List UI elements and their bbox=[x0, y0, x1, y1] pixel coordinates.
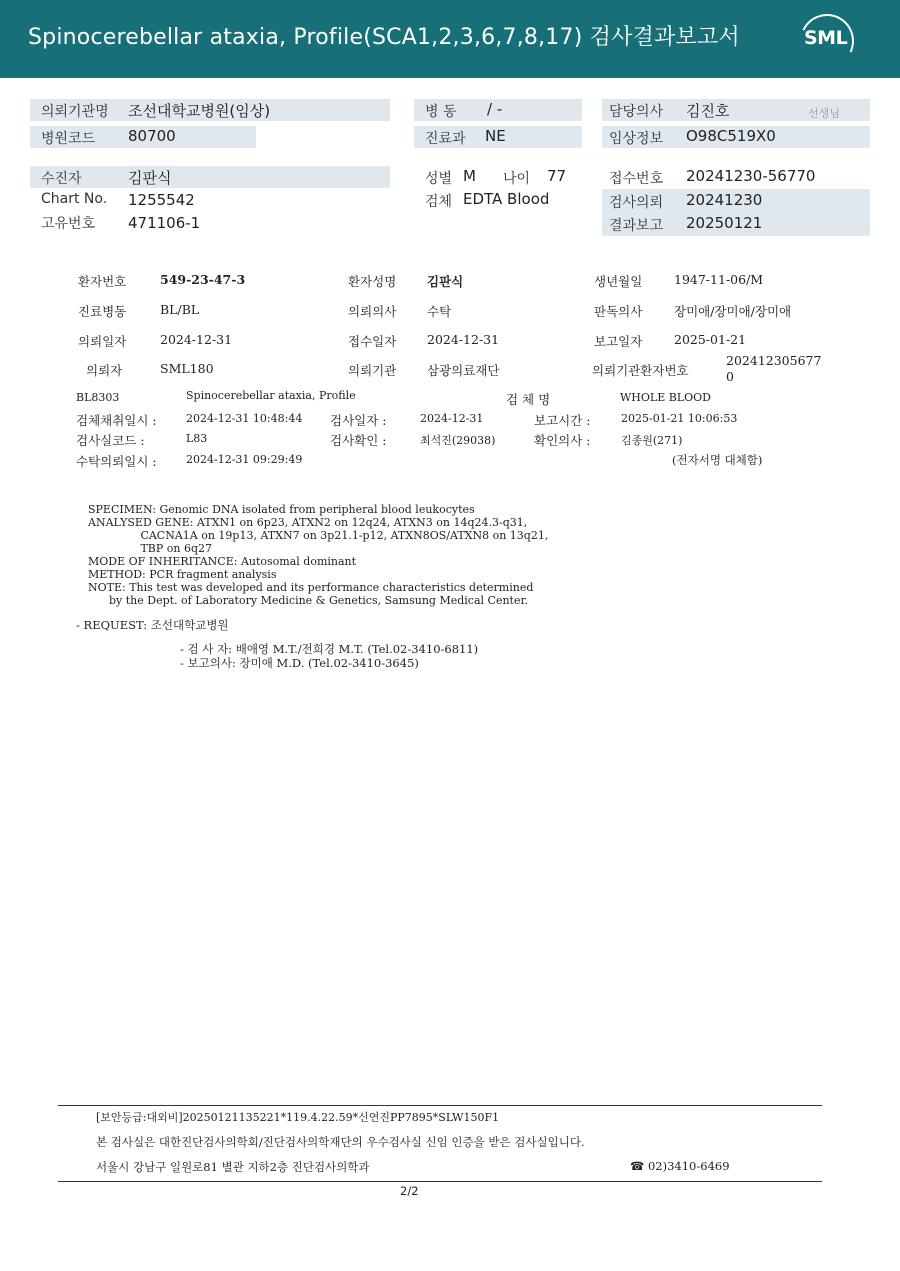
doctor-label: 담당의사 bbox=[609, 104, 664, 120]
hospital-code-label: 병원코드 bbox=[41, 131, 96, 147]
test-specimen-value: WHOLE BLOOD bbox=[620, 391, 711, 404]
reader-label: 판독의사 bbox=[594, 304, 643, 319]
patient-no-value: 549-23-47-3 bbox=[160, 272, 246, 287]
ward-label: 병 동 bbox=[425, 104, 457, 120]
inst-patient-value-2: 0 bbox=[726, 369, 734, 384]
sml-logo bbox=[800, 14, 856, 66]
dept-value: NE bbox=[485, 127, 506, 145]
inst-value: 삼광의료재단 bbox=[427, 363, 500, 378]
logo-text: SML bbox=[804, 27, 848, 49]
sex-label: 성별 bbox=[425, 171, 453, 187]
page-number: 2/2 bbox=[400, 1184, 419, 1198]
req-doctor-value: 수탁 bbox=[427, 304, 452, 319]
hospital-code-value: 80700 bbox=[128, 127, 176, 145]
footer-top-rule bbox=[58, 1105, 822, 1106]
inst-patient-label: 의뢰기관환자번호 bbox=[592, 363, 689, 378]
report-title: Spinocerebellar ataxia, Profile(SCA1,2,3,6,7,8,17) 검사결과보고서 bbox=[28, 25, 740, 50]
report-line: ANALYSED GENE: ATXN1 on 6p23, ATXN2 on 12q24, ATXN3 on 14q24.3-q31, bbox=[88, 516, 528, 529]
specimen-label: 검체 bbox=[425, 194, 453, 210]
report-line: by the Dept. of Laboratory Medicine & Genetics, Samsung Medical Center. bbox=[88, 594, 529, 607]
test-name: Spinocerebellar ataxia, Profile bbox=[186, 389, 356, 402]
report-line: MODE OF INHERITANCE: Autosomal dominant bbox=[88, 555, 357, 568]
detail-ward-label: 진료병동 bbox=[78, 304, 127, 319]
patient-label: 수진자 bbox=[41, 171, 82, 187]
clinical-label: 임상정보 bbox=[609, 131, 664, 147]
specimen-value: EDTA Blood bbox=[463, 190, 550, 208]
patient-name-value: 김판식 bbox=[427, 274, 464, 289]
requester-label: 의뢰자 bbox=[86, 363, 123, 378]
footer-bottom-rule bbox=[58, 1181, 822, 1182]
confirm-doc-label: 확인의사 : bbox=[534, 433, 591, 448]
request-label: 검사의뢰 bbox=[609, 195, 664, 211]
dept-label: 진료과 bbox=[425, 131, 466, 147]
inst-label: 의뢰기관 bbox=[348, 363, 397, 378]
institution-label: 의뢰기관명 bbox=[41, 104, 109, 120]
test-date-label: 검사일자 : bbox=[330, 413, 387, 428]
doctor-value: 김진호 bbox=[686, 102, 730, 120]
confirm-value: 최석진(29038) bbox=[420, 434, 496, 447]
confirm-label: 검사확인 : bbox=[330, 433, 387, 448]
req-doctor-label: 의뢰의사 bbox=[348, 304, 397, 319]
patient-no-label: 환자번호 bbox=[78, 274, 127, 289]
rep-date-label: 보고일자 bbox=[594, 334, 643, 349]
reporter-line: - 보고의사: 장미애 M.D. (Tel.02-3410-3645) bbox=[180, 656, 419, 670]
patient-row bbox=[30, 166, 390, 188]
address-line: 서울시 강남구 일원로81 별관 지하2층 진단검사의학과 bbox=[96, 1160, 370, 1174]
clinical-value: O98C519X0 bbox=[686, 127, 776, 145]
rec-date-value: 2024-12-31 bbox=[427, 332, 500, 347]
patient-value: 김판식 bbox=[128, 169, 172, 187]
request-line: - REQUEST: 조선대학교병원 bbox=[76, 618, 229, 632]
lab-code-value: L83 bbox=[186, 432, 208, 445]
request-value: 20241230 bbox=[686, 191, 763, 209]
collect-label: 검체채취일시 : bbox=[76, 413, 157, 428]
consign-label: 수탁의뢰일시 : bbox=[76, 454, 157, 469]
tester-line: - 검 사 자: 배애영 M.T./전희경 M.T. (Tel.02-3410-6811) bbox=[180, 642, 479, 656]
req-date-label: 의뢰일자 bbox=[78, 334, 127, 349]
req-date-value: 2024-12-31 bbox=[160, 332, 233, 347]
institution-value: 조선대학교병원(임상) bbox=[128, 102, 271, 120]
inst-patient-value-1: 202412305677 bbox=[726, 353, 822, 368]
security-line: [보안등급:대외비]20250121135221*119.4.22.59*신연진PP7895*SLW150F1 bbox=[96, 1111, 500, 1124]
age-value: 77 bbox=[547, 167, 567, 185]
signature-note: (전자서명 대체함) bbox=[672, 453, 763, 467]
consign-value: 2024-12-31 09:29:49 bbox=[186, 453, 303, 466]
report-line: METHOD: PCR fragment analysis bbox=[88, 568, 277, 581]
sex-value: M bbox=[463, 167, 476, 185]
lab-code-label: 검사실코드 : bbox=[76, 433, 145, 448]
rep-date-value: 2025-01-21 bbox=[674, 332, 747, 347]
receipt-value: 20241230-56770 bbox=[686, 167, 816, 185]
requester-value: SML180 bbox=[160, 361, 214, 376]
report-label: 결과보고 bbox=[609, 218, 664, 234]
receipt-label: 접수번호 bbox=[609, 171, 664, 187]
report-header bbox=[0, 0, 900, 78]
rec-date-label: 접수일자 bbox=[348, 334, 397, 349]
test-date-value: 2024-12-31 bbox=[420, 412, 484, 425]
test-code: BL8303 bbox=[76, 391, 120, 404]
age-label: 나이 bbox=[503, 171, 531, 187]
chart-label: Chart No. bbox=[41, 191, 108, 207]
patient-name-label: 환자성명 bbox=[348, 274, 397, 289]
report-line: SPECIMEN: Genomic DNA isolated from peripheral blood leukocytes bbox=[88, 503, 475, 516]
detail-ward-value: BL/BL bbox=[160, 302, 200, 317]
report-time-value: 2025-01-21 10:06:53 bbox=[621, 412, 738, 425]
phone-line: ☎ 02)3410-6469 bbox=[630, 1159, 730, 1173]
report-line: TBP on 6q27 bbox=[88, 542, 213, 555]
reader-value: 장미애/장미애/장미애 bbox=[674, 304, 792, 319]
report-line: CACNA1A on 19p13, ATXN7 on 3p21.1-p12, ATXN8OS/ATXN8 on 13q21, bbox=[88, 529, 549, 542]
doctor-suffix: 선생님 bbox=[808, 107, 840, 120]
unique-no-value: 471106-1 bbox=[128, 214, 201, 232]
unique-no-label: 고유번호 bbox=[41, 216, 96, 232]
chart-value: 1255542 bbox=[128, 191, 195, 209]
report-line: NOTE: This test was developed and its performance characteristics determined bbox=[88, 581, 534, 594]
ward-value: / - bbox=[487, 100, 503, 118]
test-specimen-label: 검 체 명 bbox=[506, 392, 551, 407]
certification-line: 본 검사실은 대한진단검사의학회/진단검사의학재단의 우수검사실 신임 인증을 받은 검사실입니다. bbox=[96, 1135, 585, 1149]
report-value: 20250121 bbox=[686, 214, 763, 232]
birth-value: 1947-11-06/M bbox=[674, 272, 764, 287]
birth-label: 생년월일 bbox=[594, 274, 643, 289]
collect-value: 2024-12-31 10:48:44 bbox=[186, 412, 303, 425]
confirm-doc-value: 김종원(271) bbox=[621, 434, 683, 447]
report-time-label: 보고시간 : bbox=[534, 413, 591, 428]
